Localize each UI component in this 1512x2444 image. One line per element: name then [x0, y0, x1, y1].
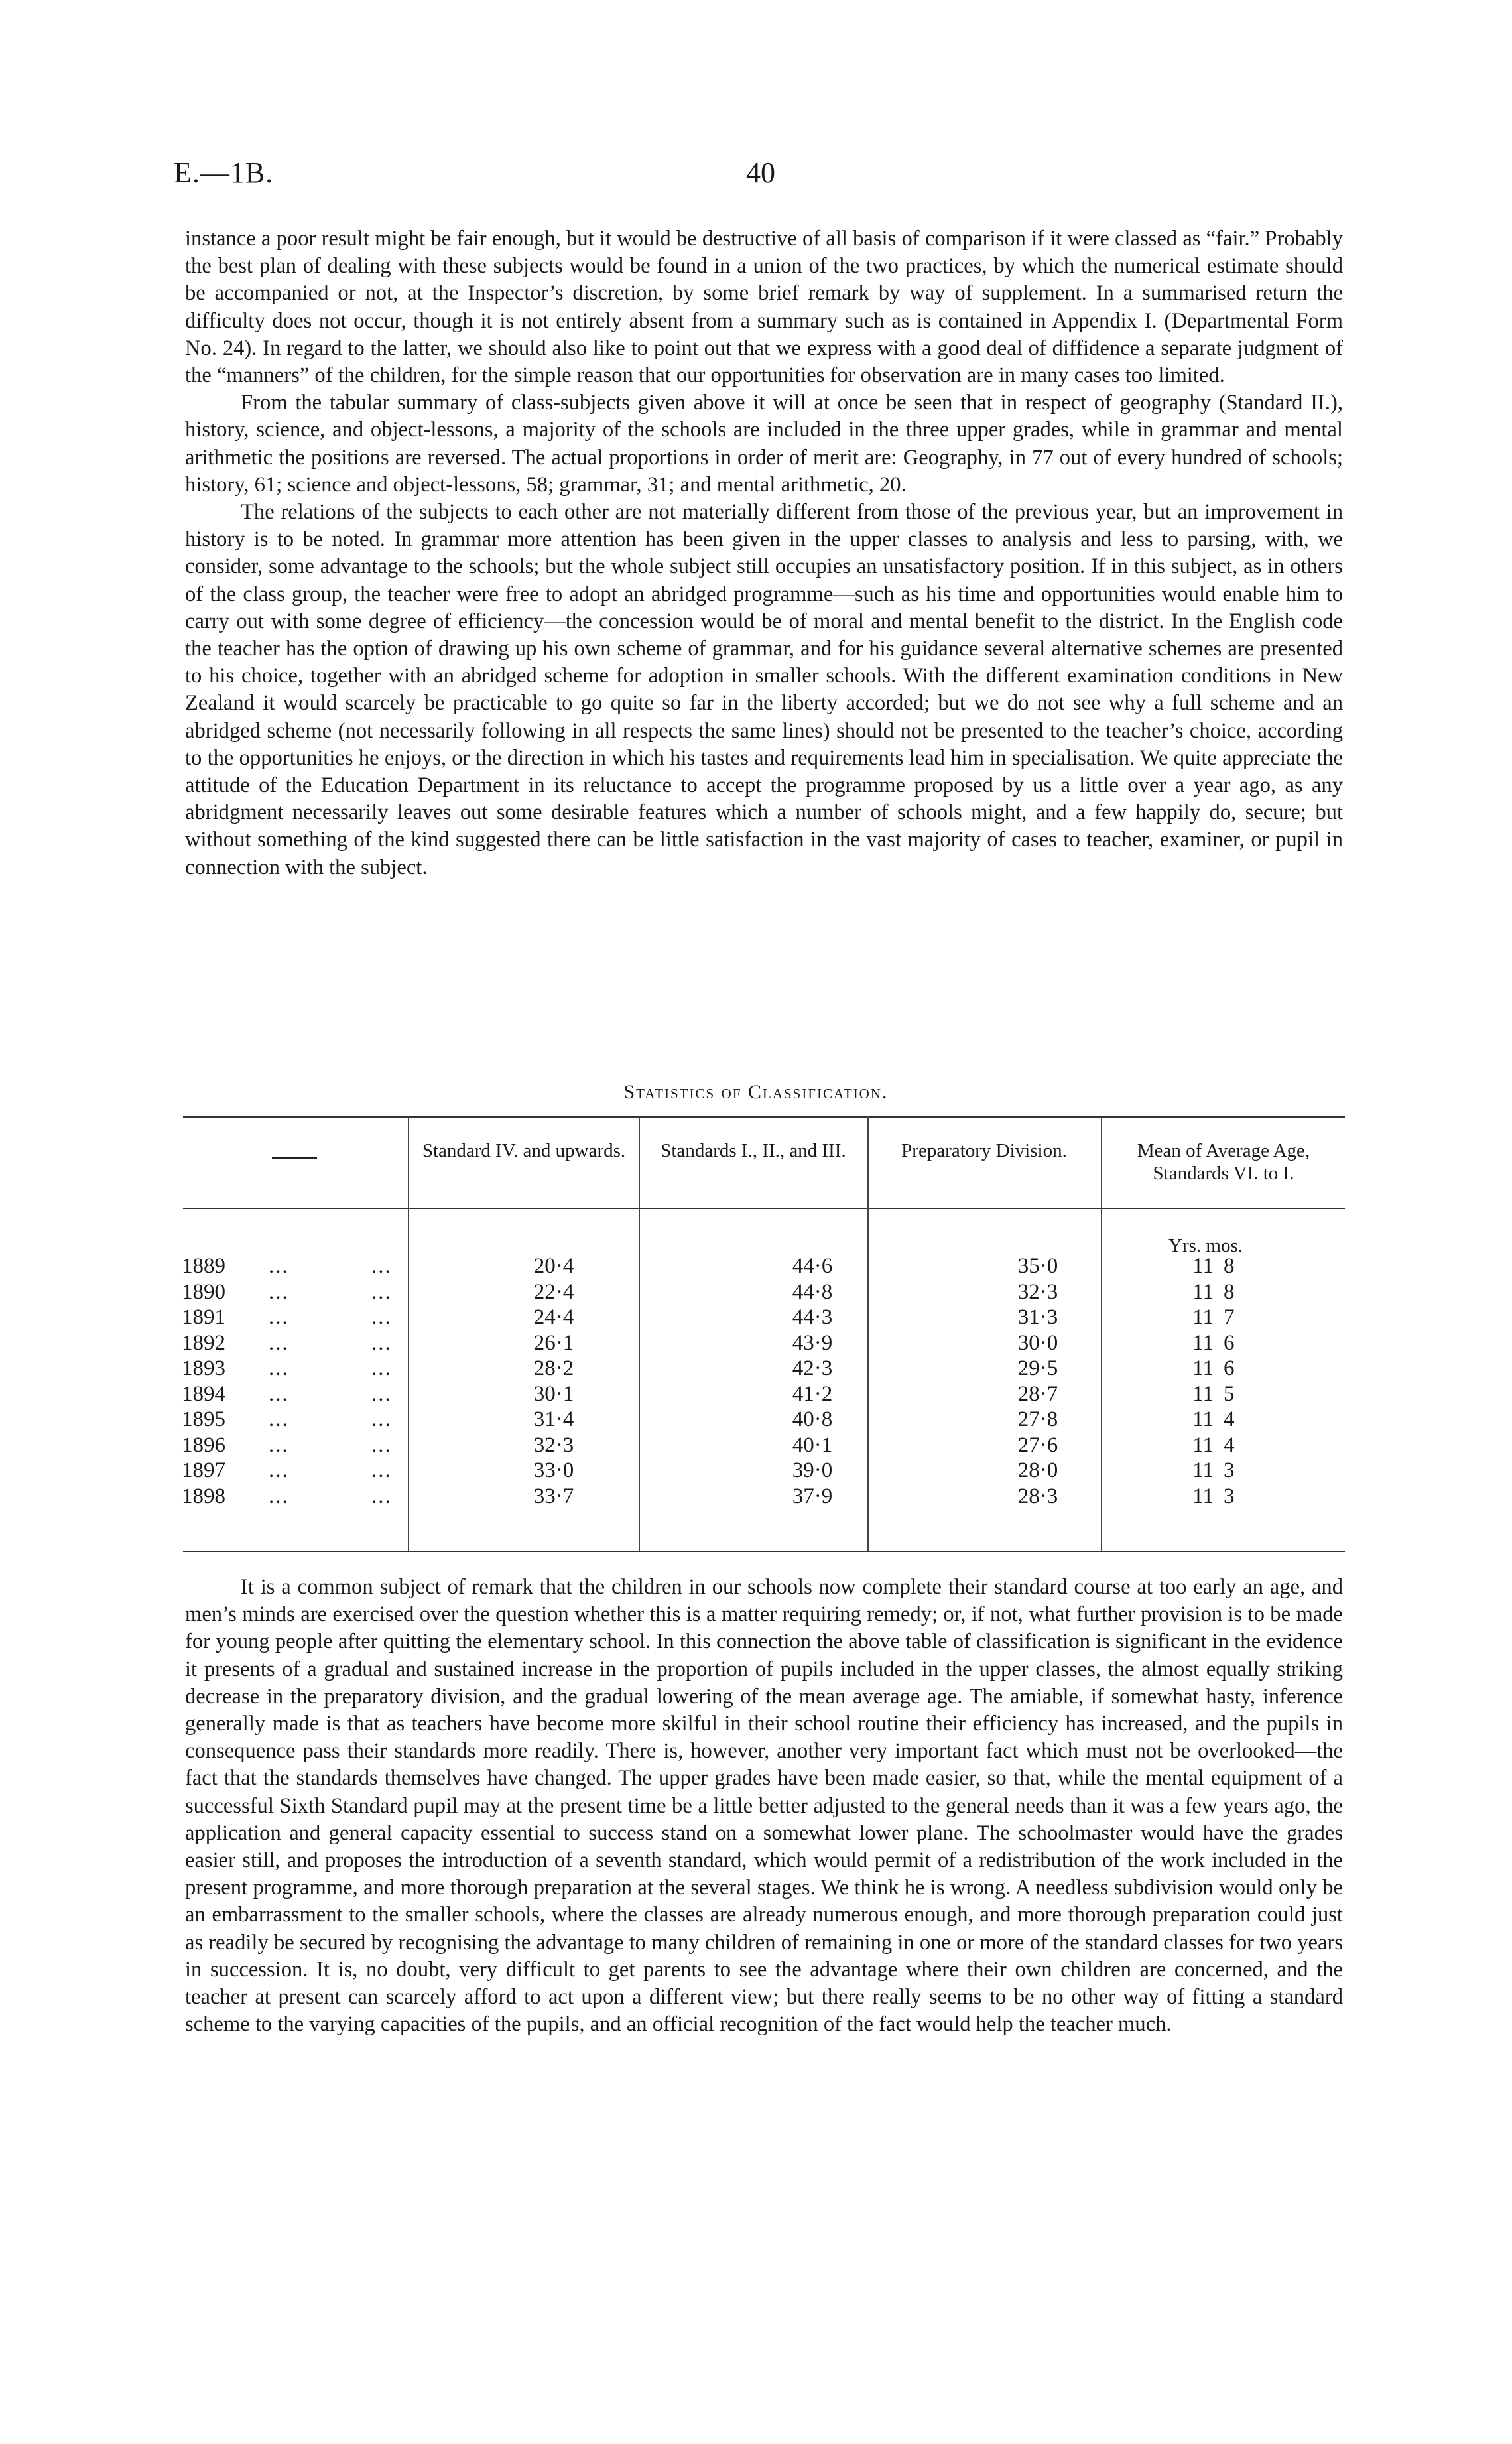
cell-prep: 29·5 — [1017, 1356, 1058, 1380]
cell-std4: 33·7 — [533, 1484, 574, 1508]
table-row — [179, 1279, 1346, 1305]
paragraph: From the tabular summary of class-subjects given above it will at once be seen that in respect of geography (Standard II.), history, science, and object-lessons, a majority of the schools are included in the three upper grades, while in grammar and mental arithmetic the positions are reversed. The actual proportions in order of merit are: Geography, in 77 out of every hundred of schools; history, 61; science and object-lessons, 58; grammar, 31; and mental arithmetic, 20. — [185, 391, 1343, 497]
cell-prep: 27·6 — [1017, 1433, 1058, 1457]
cell-prep: 35·0 — [1017, 1254, 1058, 1278]
cell-std4: 30·1 — [533, 1382, 574, 1406]
leader-dots: ... — [269, 1254, 289, 1278]
cell-prep: 28·7 — [1017, 1382, 1058, 1406]
table-row — [179, 1458, 1346, 1484]
cell-prep: 31·3 — [1017, 1305, 1058, 1329]
cell-std4: 20·4 — [533, 1254, 574, 1278]
cell-mos: 8 — [1224, 1279, 1235, 1304]
table-row — [179, 1330, 1346, 1356]
cell-year: 1889 — [182, 1254, 225, 1278]
leader-dots: ... — [269, 1407, 289, 1431]
leader-dots: ... — [371, 1356, 392, 1380]
body-text-bottom — [185, 1574, 1343, 2038]
units-label: Yrs. mos. — [1168, 1235, 1243, 1256]
leader-dots: ... — [371, 1305, 392, 1329]
cell-year: 1897 — [182, 1458, 225, 1482]
cell-std1-3: 41·2 — [792, 1382, 833, 1406]
cell-std1-3: 43·9 — [792, 1330, 833, 1355]
table-rule — [183, 1208, 1345, 1209]
cell-prep: 28·3 — [1017, 1484, 1058, 1508]
cell-mos: 3 — [1224, 1484, 1235, 1508]
cell-mos: 3 — [1224, 1458, 1235, 1482]
cell-std4: 24·4 — [533, 1305, 574, 1329]
table-row — [179, 1433, 1346, 1458]
cell-std1-3: 44·3 — [792, 1305, 833, 1329]
cell-mos: 6 — [1224, 1356, 1235, 1380]
cell-prep: 30·0 — [1017, 1330, 1058, 1355]
table-row — [179, 1356, 1346, 1382]
cell-year: 1898 — [182, 1484, 225, 1508]
cell-year: 1895 — [182, 1407, 225, 1431]
cell-year: 1892 — [182, 1330, 225, 1355]
cell-prep: 27·8 — [1017, 1407, 1058, 1431]
cell-std1-3: 39·0 — [792, 1458, 833, 1482]
cell-yrs: 11 — [1192, 1382, 1214, 1406]
cell-year: 1896 — [182, 1433, 225, 1457]
cell-std1-3: 40·8 — [792, 1407, 833, 1431]
leader-dots: ... — [269, 1382, 289, 1406]
cell-yrs: 11 — [1192, 1254, 1214, 1278]
cell-yrs: 11 — [1192, 1330, 1214, 1355]
leader-dots: ... — [371, 1330, 392, 1355]
column-header: Standards I., II., and III. — [661, 1140, 846, 1161]
cell-yrs: 11 — [1192, 1458, 1214, 1482]
cell-yrs: 11 — [1192, 1433, 1214, 1457]
leader-dots: ... — [269, 1356, 289, 1380]
cell-year: 1893 — [182, 1356, 225, 1380]
cell-std4: 33·0 — [533, 1458, 574, 1482]
cell-yrs: 11 — [1192, 1305, 1214, 1329]
document-reference: E.—1B. — [174, 157, 274, 189]
cell-std4: 31·4 — [533, 1407, 574, 1431]
cell-prep: 32·3 — [1017, 1279, 1058, 1304]
leader-dots: ... — [269, 1484, 289, 1508]
table-row — [179, 1305, 1346, 1330]
cell-mos: 6 — [1224, 1330, 1235, 1355]
cell-mos: 4 — [1224, 1433, 1235, 1457]
column-header: Standard IV. and upwards. — [422, 1140, 626, 1161]
header-dash — [272, 1157, 317, 1159]
body-text-top — [185, 225, 1343, 881]
leader-dots: ... — [269, 1305, 289, 1329]
cell-std4: 22·4 — [533, 1279, 574, 1304]
cell-std4: 26·1 — [533, 1330, 574, 1355]
paragraph: instance a poor result might be fair enough, but it would be destructive of all basis of comparison if it were classed as “fair.” Probably the best plan of dealing with these subjects would be found in a union of the two practices, by which the numerical estimate should be accompanied or not, at the Inspector’s discretion, by some brief remark by way of supplement. In a summarised return the difficulty does not occur, though it is not entirely absent from a summary such as is contained in Appendix I. (Departmental Form No. 24). In regard to the latter, we should also like to point out that we express with a good deal of diffidence a separate judgment of the “manners” of the children, for the simple reason that our opportunities for observation are in many cases too limited. — [185, 227, 1343, 388]
cell-std4: 28·2 — [533, 1356, 574, 1380]
leader-dots: ... — [371, 1458, 392, 1482]
cell-std1-3: 44·8 — [792, 1279, 833, 1304]
cell-std1-3: 40·1 — [792, 1433, 833, 1457]
cell-mos: 4 — [1224, 1407, 1235, 1431]
cell-std1-3: 42·3 — [792, 1356, 833, 1380]
table-body — [179, 1254, 1346, 1509]
leader-dots: ... — [371, 1407, 392, 1431]
cell-std1-3: 37·9 — [792, 1484, 833, 1508]
table-row — [179, 1382, 1346, 1407]
cell-std4: 32·3 — [533, 1433, 574, 1457]
cell-mos: 5 — [1224, 1382, 1235, 1406]
table-row — [179, 1407, 1346, 1433]
column-header: Mean of Average Age, Standards VI. to I. — [1137, 1140, 1310, 1184]
cell-year: 1890 — [182, 1279, 225, 1304]
table-rule — [183, 1551, 1345, 1552]
page-number: 40 — [746, 157, 775, 189]
table-title: Statistics of Classification. — [623, 1081, 889, 1103]
cell-std1-3: 44·6 — [792, 1254, 833, 1278]
leader-dots: ... — [269, 1279, 289, 1304]
leader-dots: ... — [269, 1458, 289, 1482]
table-row — [179, 1484, 1346, 1510]
cell-yrs: 11 — [1192, 1407, 1214, 1431]
cell-yrs: 11 — [1192, 1279, 1214, 1304]
cell-mos: 7 — [1224, 1305, 1235, 1329]
leader-dots: ... — [371, 1433, 392, 1457]
cell-year: 1894 — [182, 1382, 225, 1406]
paragraph: The relations of the subjects to each other are not materially different from those of the previous year, but an improvement in history is to be noted. In grammar more attention has been given in the upper classes to analysis and less to parsing, with, we consider, some advantage to the schools; but the whole subject still occupies an unsatisfactory position. If in this subject, as in others of the class group, the teacher were free to adopt an abridged programme—such as his time and opportunities would enable him to carry out with some degree of efficiency—the concession would be of moral and mental benefit to the district. In the English code the teacher has the option of drawing up his own scheme of grammar, and for his guidance several alternative schemes are presented to his choice, together with an abridged scheme for adoption in smaller schools. With the different examination conditions in New Zealand it would scarcely be practicable to go quite so far in the liberty accorded; but we do not see why a full scheme and an abridged scheme (not necessarily following in all respects the same lines) should not be presented to the teacher’s choice, according to the opportunities he enjoys, or the direction in which his tastes and requirements lead him in specialisation. We quite appreciate the attitude of the Education Department in its reluctance to accept the programme proposed by us a little over a year ago, as any abridgment necessarily leaves out some desirable features which a number of schools might, and a few happily do, secure; but without something of the kind suggested there can be little satisfaction in the vast majority of cases to teacher, examiner, or pupil in connection with the subject. — [185, 500, 1343, 879]
table-row — [179, 1254, 1346, 1279]
cell-prep: 28·0 — [1017, 1458, 1058, 1482]
leader-dots: ... — [371, 1279, 392, 1304]
paragraph: It is a common subject of remark that the children in our schools now complete their standard course at too early an age, and men’s minds are exercised over the question whether this is a matter requiring remedy; or, if not, what further provision is to be made for young people after quitting the elementary school. In this connection the above table of classification is significant in the evidence it presents of a gradual and sustained increase in the proportion of pupils included in the upper classes, the almost equally striking decrease in the preparatory division, and the gradual lowering of the mean average age. The amiable, if somewhat hasty, inference generally made is that as teachers have become more skilful in their school routine their efficiency has increased, and the pupils in consequence pass their standards more readily. There is, however, another very important fact which must not be overlooked—the fact that the standards themselves have changed. The upper grades have been made easier, so that, while the mental equipment of a successful Sixth Standard pupil may at the present time be a little better adjusted to the general needs than it was a few years ago, the application and general capacity essential to success stand on a somewhat lower plane. The schoolmaster would have the grades easier still, and proposes the introduction of a seventh standard, which would permit of a redistribution of the work included in the present programme, and more thorough preparation at the several stages. We think he is wrong. A needless subdivision would only be an embarrassment to the smaller schools, where the classes are already numerous enough, and more thorough preparation could just as readily be secured by recognising the advantage to many children of remaining in one or more of the standard classes for two years in succession. It is, no doubt, very difficult to get parents to see the advantage where their own children are concerned, and the teacher at present can scarcely afford to act upon a different view; but there really seems to be no other way of fitting a standard scheme to the varying capacities of the pupils, and an official recognition of the fact would help the teacher much. — [185, 1575, 1343, 2037]
leader-dots: ... — [371, 1484, 392, 1508]
cell-yrs: 11 — [1192, 1484, 1214, 1508]
column-header: Preparatory Division. — [901, 1140, 1067, 1161]
leader-dots: ... — [371, 1254, 392, 1278]
cell-mos: 8 — [1224, 1254, 1235, 1278]
leader-dots: ... — [269, 1433, 289, 1457]
leader-dots: ... — [269, 1330, 289, 1355]
table-rule — [183, 1116, 1345, 1118]
leader-dots: ... — [371, 1382, 392, 1406]
cell-year: 1891 — [182, 1305, 225, 1329]
cell-yrs: 11 — [1192, 1356, 1214, 1380]
